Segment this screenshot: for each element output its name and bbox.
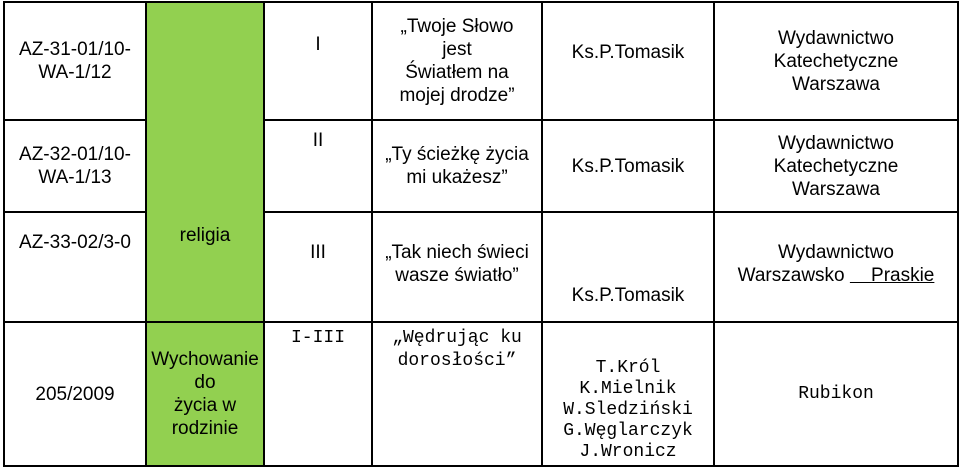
subject-cell-family-life: Wychowanie do życia w rodzinie: [146, 322, 264, 466]
title-cell: „Twoje Słowo jest Światłem na mojej drodze”: [372, 2, 542, 120]
publisher-cell: Wydawnictwo Warszawsko Praskie: [714, 212, 958, 322]
author-cell: Ks.P.Tomasik: [542, 120, 714, 212]
title-cell: „Ty ścieżkę życia mi ukażesz”: [372, 120, 542, 212]
table-row: [4, 2, 958, 120]
author-cell: Ks.P.Tomasik: [542, 212, 714, 322]
publisher-cell: Rubikon: [714, 322, 958, 466]
program-code-cell: AZ-32-01/10- WA-1/13: [4, 120, 146, 212]
class-cell: III: [264, 212, 372, 322]
subject-cell-religion: religia: [146, 2, 264, 322]
class-cell: I: [264, 2, 372, 120]
authors-cell: T.Król K.Mielnik W.Sledziński G.Węglarczyk J.Wronicz: [542, 322, 714, 466]
publisher-underlined-word: Praskie: [871, 265, 935, 286]
publisher-cell: Wydawnictwo Katechetyczne Warszawa: [714, 2, 958, 120]
publisher-cell: Wydawnictwo Katechetyczne Warszawa: [714, 120, 958, 212]
title-cell: „Tak niech świeci wasze światło”: [372, 212, 542, 322]
program-code-cell: AZ-31-01/10- WA-1/12: [4, 2, 146, 120]
program-code-cell: 205/2009: [4, 322, 146, 466]
author-cell: Ks.P.Tomasik: [542, 2, 714, 120]
textbook-table: [3, 1, 959, 467]
title-cell: „Wędrując ku dorosłości”: [372, 322, 542, 466]
program-code-cell: AZ-33-02/3-0: [4, 212, 146, 322]
class-cell: I-III: [264, 322, 372, 466]
table-row: [4, 322, 958, 466]
class-cell: II: [264, 120, 372, 212]
